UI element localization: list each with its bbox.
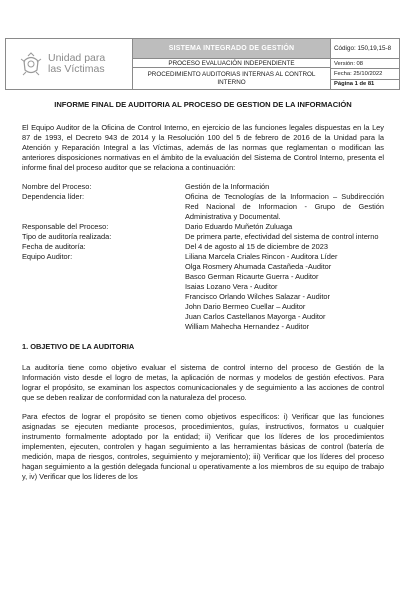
audit-info-row bbox=[22, 192, 384, 222]
audit-info-value: Isaias Lozano Vera - Auditor bbox=[185, 282, 278, 291]
system-title: SISTEMA INTEGRADO DE GESTIÓN bbox=[133, 39, 330, 58]
audit-info-value: William Mahecha Hernandez - Auditor bbox=[185, 322, 310, 331]
section-1-title: 1. OBJETIVO DE LA AUDITORIA bbox=[22, 342, 135, 351]
audit-info-value: Olga Rosmery Ahumada Castañeda -Auditor bbox=[185, 262, 332, 271]
process-name: PROCESO EVALUACIÓN INDEPENDIENTE bbox=[133, 58, 330, 67]
audit-info-row bbox=[22, 282, 384, 292]
audit-info-value: Francisco Orlando Wilches Salazar - Auditor bbox=[185, 292, 330, 301]
audit-info-value: Gestión de la Información bbox=[185, 182, 270, 191]
audit-info-label: Tipo de auditoría realizada: bbox=[22, 232, 112, 241]
page-indicator: Página 1 de 81 bbox=[331, 79, 399, 89]
report-title: INFORME FINAL DE AUDITORIA AL PROCESO DE GESTION DE LA INFORMACIÓN bbox=[54, 100, 352, 109]
audit-info-value: Dario Eduardo Muñetón Zuluaga bbox=[185, 222, 293, 231]
audit-info-row bbox=[22, 312, 384, 322]
audit-info-value: Oficina de Tecnologías de la Informacion – Subdirección Red Nacional de Informacion - Grupo de Gestión Administrativa y Documental. bbox=[185, 192, 384, 221]
audit-info-row bbox=[22, 292, 384, 302]
audit-info-row bbox=[22, 222, 384, 232]
logo-line-1: Unidad para bbox=[48, 52, 106, 64]
audit-info-value: Juan Carlos Castellanos Mayorga - Auditor bbox=[185, 312, 326, 321]
audit-info-value: De primera parte, efectividad del sistema de control interno bbox=[185, 232, 379, 241]
header-right bbox=[331, 39, 399, 89]
intro-paragraph: El Equipo Auditor de la Oficina de Control Interno, en ejercicio de las funciones legales dispuestas en la Ley 87 de 1993, el Decreto 943 de 2014 y la Resolución 100 del 5 de febrero de 2016 de la Unidad para la Atención y Reparación Integral a las Víctimas, además de las normas que reglamentan o modifican las anteriores disposiciones normativas en el ámbito de la evaluación del Sistema de Control Interno, presenta el informe final del proceso auditor que se relaciona a continuación: bbox=[22, 123, 384, 172]
audit-info-label bbox=[22, 292, 185, 302]
audit-info-row bbox=[22, 262, 384, 272]
audit-info-value: John Dario Bermeo Cuellar – Auditor bbox=[185, 302, 306, 311]
header-center bbox=[133, 39, 331, 89]
audit-info-value: Basco German Ricaurte Guerra - Auditor bbox=[185, 272, 319, 281]
audit-info-label bbox=[22, 322, 185, 332]
audit-info-value: Del 4 de agosto al 15 de diciembre de 2023 bbox=[185, 242, 328, 251]
document-date: Fecha: 25/10/2022 bbox=[331, 68, 399, 78]
objective-paragraph: La auditoría tiene como objetivo evaluar el sistema de control interno del proceso de Gestión de la Información visto desde el logro de metas, la aplicación de normas y modelos de gestión efectivos. Para lograr el propósito, se examinan los aspectos comunicacionales y de seguimiento a las acciones de control que se deben realizar de conformidad con la naturaleza del proceso. bbox=[22, 363, 384, 402]
audit-info-row bbox=[22, 322, 384, 332]
audit-info-label: Nombre del Proceso: bbox=[22, 182, 92, 191]
document-version: Versión: 08 bbox=[331, 58, 399, 68]
logo-text bbox=[48, 53, 105, 75]
document-code: Código: 150,19,15-8 bbox=[334, 45, 392, 52]
audit-info-label bbox=[22, 272, 185, 282]
audit-info-label bbox=[22, 262, 185, 272]
audit-info-label bbox=[22, 282, 185, 292]
logo-line-2: las Víctimas bbox=[48, 63, 105, 75]
audit-info-label: Dependencia líder: bbox=[22, 192, 85, 201]
document-body bbox=[22, 98, 384, 491]
logo-cell bbox=[6, 39, 133, 89]
audit-info-row bbox=[22, 182, 384, 192]
coat-of-arms-icon bbox=[20, 52, 42, 76]
document-header bbox=[5, 38, 400, 90]
audit-info-label bbox=[22, 302, 185, 312]
procedure-name: PROCEDIMIENTO AUDITORIAS INTERNAS AL CONTROL INTERNO bbox=[133, 67, 330, 89]
specific-objectives-paragraph: Para efectos de lograr el propósito se tienen como objetivos específicos: i) Verificar que las funciones asignadas se ejecuten mediante procesos, procedimientos, guías, instructivos, formatos u cualquier instrumento formalmente adoptado por la entidad; ii) Verificar que los líderes de los procedimientos implementen, ejecuten, controlen y hagan seguimiento a las herramientas básicas de control (batería de medición, mapa de riesgos, controles, seguimiento y mejoramiento); iii) Verificar que los líderes del proceso hagan seguimiento a la gestión delegada funcional u operativamente a los miembros de su equipo de trabajo y, iv) Verificar que los líderes de los bbox=[22, 412, 384, 481]
audit-info-label bbox=[22, 312, 185, 322]
audit-info-row bbox=[22, 252, 384, 262]
audit-info-row bbox=[22, 272, 384, 282]
audit-info-table bbox=[22, 182, 384, 332]
audit-info-row bbox=[22, 242, 384, 252]
audit-info-label: Responsable del Proceso: bbox=[22, 222, 109, 231]
audit-info-value: Liliana Marcela Criales Rincon - Auditora Líder bbox=[185, 252, 338, 261]
audit-info-label: Fecha de auditoría: bbox=[22, 242, 86, 251]
audit-info-row bbox=[22, 302, 384, 312]
audit-info-label: Equipo Auditor: bbox=[22, 252, 73, 261]
audit-info-row bbox=[22, 232, 384, 242]
